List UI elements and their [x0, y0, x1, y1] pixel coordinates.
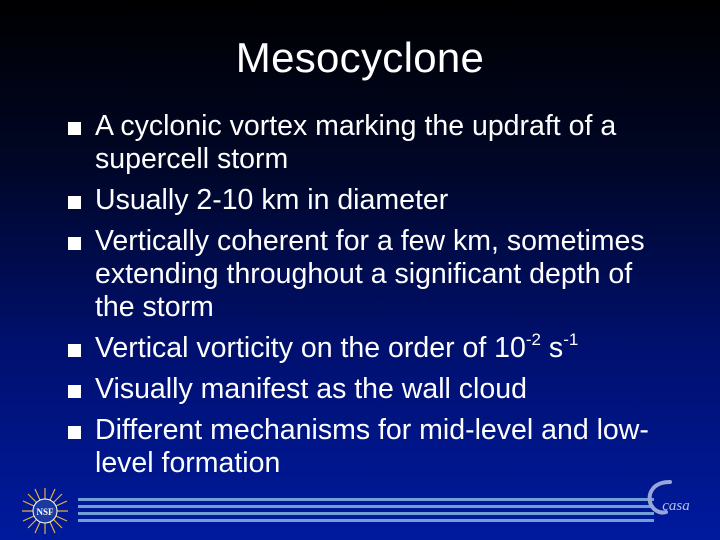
casa-logo-icon [640, 478, 700, 520]
bullet-item [68, 184, 678, 217]
square-bullet-icon [68, 426, 81, 439]
square-bullet-icon [68, 385, 81, 398]
bullet-list [68, 110, 678, 488]
bullet-item-vorticity [68, 332, 678, 365]
footer-divider-lines [78, 498, 654, 528]
slide-title: Mesocyclone [235, 34, 485, 81]
footer-line [78, 505, 654, 508]
casa-logo-text: casa [662, 498, 690, 514]
square-bullet-icon [68, 237, 81, 250]
square-bullet-icon [68, 196, 81, 209]
footer-line [78, 498, 654, 501]
bullet-item [68, 110, 678, 176]
square-bullet-icon [68, 122, 81, 135]
bullet-text: A cyclonic vortex marking the updraft of a supercell storm [95, 110, 617, 175]
bullet-item [68, 225, 678, 324]
bullet-text: Different mechanisms for mid-level and low-level formation [95, 414, 649, 479]
footer-line [78, 512, 654, 515]
bullet-item [68, 373, 678, 406]
bullet-text [95, 332, 578, 364]
bullet-text: Usually 2-10 km in diameter [95, 184, 449, 216]
vorticity-prefix: Vertical vorticity on the order of 10 [95, 332, 526, 364]
nsf-logo-text: NSF [36, 507, 54, 517]
bullet-item [68, 414, 678, 480]
bullet-text: Visually manifest as the wall cloud [95, 373, 527, 405]
square-bullet-icon [68, 344, 81, 357]
vorticity-unit: s [541, 332, 564, 364]
vorticity-exponent-2: -1 [563, 330, 579, 349]
footer-line [78, 519, 654, 522]
nsf-logo-icon [20, 486, 70, 536]
vorticity-exponent-1: -2 [525, 330, 542, 349]
bullet-text: Vertically coherent for a few km, sometimes extending throughout a significant depth of the storm [95, 225, 645, 323]
